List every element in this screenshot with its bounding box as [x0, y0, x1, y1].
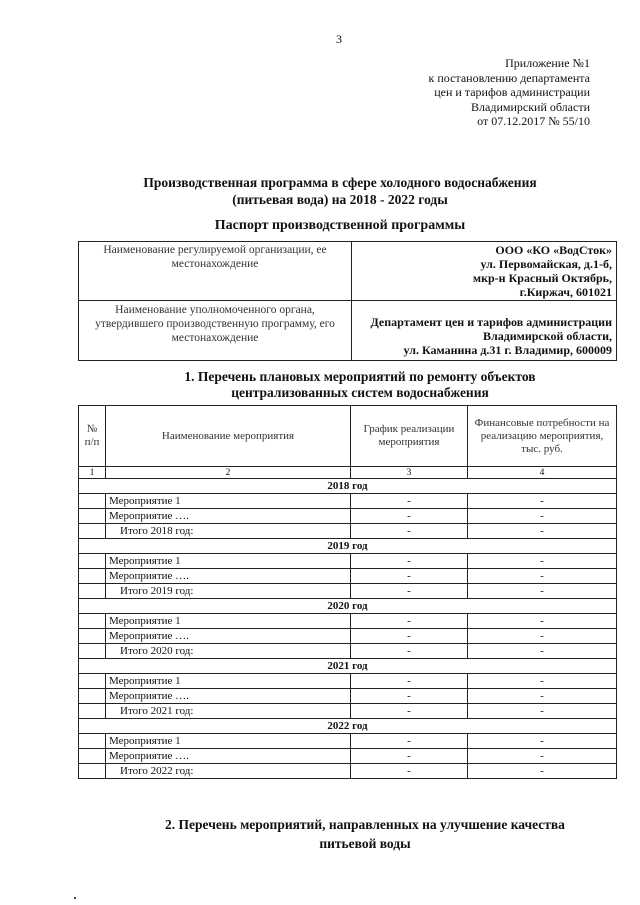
row-number	[79, 704, 106, 719]
schedule-cell: -	[351, 554, 468, 569]
header-cell: Финансовые потребности на реализацию мероприятия, тыс. руб.	[468, 406, 617, 467]
event-name: Мероприятие 1	[106, 494, 351, 509]
year-label: 2022 год	[79, 719, 617, 734]
year-label: 2020 год	[79, 599, 617, 614]
table-row	[79, 734, 617, 749]
total-row	[79, 764, 617, 779]
finance-cell: -	[468, 554, 617, 569]
total-row	[79, 524, 617, 539]
value-line: Департамент цен и тарифов администрации	[370, 315, 612, 329]
row-number	[79, 689, 106, 704]
page-number: 3	[336, 32, 342, 46]
finance-cell: -	[468, 509, 617, 524]
event-name: Мероприятие 1	[106, 614, 351, 629]
table-row	[79, 554, 617, 569]
schedule-cell: -	[351, 764, 468, 779]
finance-cell: -	[468, 644, 617, 659]
finance-cell: -	[468, 764, 617, 779]
table-row	[79, 569, 617, 584]
event-name: Мероприятие 1	[106, 674, 351, 689]
event-name: Мероприятие ….	[106, 689, 351, 704]
value-line: г.Киржач, 601021	[519, 285, 612, 299]
margin-mark	[74, 897, 76, 899]
row-number	[79, 674, 106, 689]
finance-cell: -	[468, 494, 617, 509]
schedule-cell: -	[351, 584, 468, 599]
row-number	[79, 524, 106, 539]
total-label: Итого 2021 год:	[106, 704, 351, 719]
column-number: 1	[79, 467, 106, 479]
passport-value	[352, 301, 617, 361]
table-row	[79, 689, 617, 704]
schedule-cell: -	[351, 509, 468, 524]
total-label: Итого 2018 год:	[106, 524, 351, 539]
section2-heading	[140, 815, 590, 853]
event-name: Мероприятие ….	[106, 509, 351, 524]
appendix-line: цен и тарифов администрации	[434, 85, 590, 99]
document-title	[80, 174, 600, 208]
value-line: ул. Первомайская, д.1-б,	[480, 257, 612, 271]
year-label: 2019 год	[79, 539, 617, 554]
finance-cell: -	[468, 704, 617, 719]
table-row	[79, 674, 617, 689]
row-number	[79, 584, 106, 599]
year-row	[79, 479, 617, 494]
header-cell: График реализации мероприятия	[351, 406, 468, 467]
total-label: Итого 2020 год:	[106, 644, 351, 659]
finance-cell: -	[468, 584, 617, 599]
schedule-cell: -	[351, 749, 468, 764]
appendix-line: к постановлению департамента	[428, 70, 590, 85]
schedule-cell: -	[351, 644, 468, 659]
finance-cell: -	[468, 569, 617, 584]
year-row	[79, 599, 617, 614]
passport-value	[352, 242, 617, 301]
appendix-line: от 07.12.2017 № 55/10	[477, 114, 590, 128]
table-row	[79, 749, 617, 764]
total-row	[79, 584, 617, 599]
total-label: Итого 2022 год:	[106, 764, 351, 779]
table-header-row	[79, 406, 617, 467]
events-table	[78, 405, 617, 779]
title-line: Производственная программа в сфере холодного водоснабжения	[143, 175, 537, 190]
column-number: 2	[106, 467, 351, 479]
heading-line: централизованных систем водоснабжения	[231, 385, 489, 400]
passport-table	[78, 241, 617, 361]
heading-line: питьевой воды	[319, 836, 411, 851]
row-number	[79, 764, 106, 779]
schedule-cell: -	[351, 689, 468, 704]
row-number	[79, 629, 106, 644]
value-line: ул. Каманина д.31 г. Владимир, 600009	[403, 343, 612, 357]
column-number-row	[79, 467, 617, 479]
row-number	[79, 614, 106, 629]
row-number	[79, 509, 106, 524]
row-number	[79, 734, 106, 749]
event-name: Мероприятие 1	[106, 554, 351, 569]
row-number	[79, 554, 106, 569]
year-row	[79, 719, 617, 734]
row-number	[79, 569, 106, 584]
schedule-cell: -	[351, 614, 468, 629]
schedule-cell: -	[351, 569, 468, 584]
table-row	[79, 629, 617, 644]
appendix-line: Владимирский области	[471, 99, 590, 114]
finance-cell: -	[468, 629, 617, 644]
year-label: 2018 год	[79, 479, 617, 494]
table-row	[79, 614, 617, 629]
passport-heading: Паспорт производственной программы	[214, 218, 466, 233]
year-label: 2021 год	[79, 659, 617, 674]
appendix-note	[380, 56, 590, 129]
total-label: Итого 2019 год:	[106, 584, 351, 599]
schedule-cell: -	[351, 494, 468, 509]
passport-label: Наименование регулируемой организации, ее местонахождение	[79, 242, 352, 301]
event-name: Мероприятие ….	[106, 629, 351, 644]
passport-row	[79, 301, 617, 361]
event-name: Мероприятие 1	[106, 734, 351, 749]
event-name: Мероприятие ….	[106, 569, 351, 584]
finance-cell: -	[468, 734, 617, 749]
finance-cell: -	[468, 689, 617, 704]
header-cell: № п/п	[79, 406, 106, 467]
finance-cell: -	[468, 614, 617, 629]
year-row	[79, 659, 617, 674]
title-line: (питьевая вода) на 2018 - 2022 годы	[232, 192, 448, 207]
row-number	[79, 644, 106, 659]
row-number	[79, 749, 106, 764]
year-row	[79, 539, 617, 554]
value-line: ООО «КО «ВодСток»	[495, 243, 612, 257]
heading-line: 2. Перечень мероприятий, направленных на улучшение качества	[165, 817, 565, 832]
header-cell: Наименование мероприятия	[106, 406, 351, 467]
row-number	[79, 494, 106, 509]
column-number: 3	[351, 467, 468, 479]
schedule-cell: -	[351, 704, 468, 719]
schedule-cell: -	[351, 674, 468, 689]
schedule-cell: -	[351, 629, 468, 644]
passport-row	[79, 242, 617, 301]
schedule-cell: -	[351, 734, 468, 749]
table-row	[79, 509, 617, 524]
section1-heading	[100, 369, 620, 401]
passport-label: Наименование уполномоченного органа, утвердившего производственную программу, его местонахождение	[79, 301, 352, 361]
finance-cell: -	[468, 749, 617, 764]
total-row	[79, 704, 617, 719]
schedule-cell: -	[351, 524, 468, 539]
table-row	[79, 494, 617, 509]
column-number: 4	[468, 467, 617, 479]
value-line: мкр-н Красный Октябрь,	[472, 271, 612, 285]
heading-line: 1. Перечень плановых мероприятий по ремонту объектов	[184, 369, 536, 384]
finance-cell: -	[468, 524, 617, 539]
value-line: Владимирской области,	[482, 329, 612, 343]
event-name: Мероприятие ….	[106, 749, 351, 764]
appendix-line: Приложение №1	[505, 56, 590, 70]
total-row	[79, 644, 617, 659]
finance-cell: -	[468, 674, 617, 689]
